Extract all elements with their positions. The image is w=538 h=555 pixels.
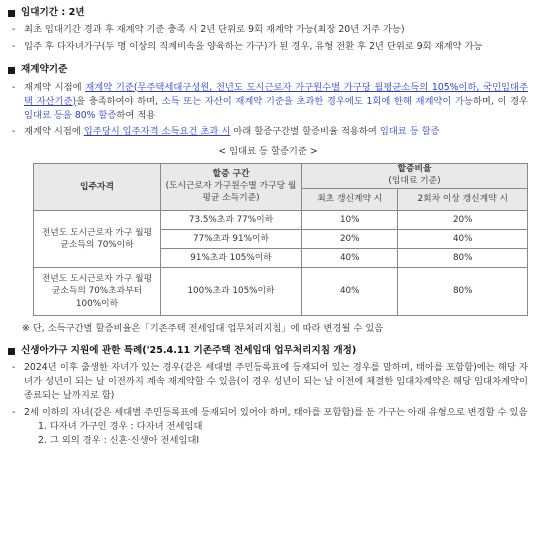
surcharge-80-text: 임대료 등을 80% 할증	[24, 109, 117, 121]
col-rate: 할증비율 (임대료 기준)	[302, 164, 528, 189]
col-range: 할증 구간 (도시근로자 가구원수별 가구당 월평균 소득기준)	[161, 164, 302, 211]
table-row: 전년도 도시근로자 가구 월평균소득의 70%이하 73.5%초과 77%이하 10% 20%	[34, 211, 528, 230]
col-second-renewal: 2회차 이상 갱신계약 시	[398, 189, 528, 211]
square-bullet-icon	[8, 67, 15, 74]
rent-surcharge-text: 임대료 등 할증	[379, 126, 440, 138]
list-item: - 재계약 시점에 입주당시 입주자격 소득요건 초과 시 아래 할증구간별 할증비율 적용하여 임대료 등 할증	[12, 126, 440, 138]
list-item: - 2024년 이후 출생한 자녀가 있는 경우(같은 세대별 주민등록표에 등재되어 있는 경우를 말하며, 태아를 포함함)에는 해당 자녀가 성년이 되는 날 이전까지 계속 재계약할 수 있음(이 경우 성년이 되는 날 이전에 체결한 임대차계약은 해당 임대차계약이 종료되는 날까지로 함)	[12, 362, 528, 402]
numbered-item: 2. 그 외의 경우 : 신혼·신생아 전세임대Ⅰ	[38, 435, 200, 447]
table-row: 전년도 도시근로자 가구 월평균소득의 70%초과부터 100%이하 100%초과 105%이하 40% 80%	[34, 268, 528, 316]
square-bullet-icon	[8, 10, 15, 17]
list-item: - 재계약 시점에 재계약 기준(무주택세대구성원, 전년도 도시근로자 가구원수별 가구당 월평균소득의 105%이하, 국민임대주택 자산기준)을 충족하여야 하며, 소득 또는 자산이 재계약 기준을 초과한 경우에도 1회에 한해 재계약이 가능하며, 이 경우 임대료 등을 80% 할증하여 적용	[12, 81, 529, 121]
section-title-lease-period: 임대기간 : 2년	[8, 6, 528, 20]
table-row: 91%초과 105%이하 40% 80%	[34, 249, 528, 268]
col-first-renewal: 최초 갱신계약 시	[302, 189, 398, 211]
table-caption: < 임대료 등 할증기준 >	[218, 146, 318, 158]
list-item: - 최초 임대기간 경과 후 재계약 기준 충족 시 2년 단위로 9회 재계약 가능(최장 20년 거주 가능)	[12, 24, 405, 36]
table-note: ※ 단, 소득구간별 할증비율은「기존주택 전세임대 업무처리지침」에 따라 변경될 수 있음	[22, 323, 384, 335]
col-qualification: 입주자격	[34, 164, 161, 211]
exception-text: 소득 또는 자산이 재계약 기준을 초과한 경우에도 1회에 한해 재계약이 가능	[161, 95, 473, 107]
list-item: - 2세 이하의 자녀(같은 세대별 주민등록표에 등재되어 있어야 하며, 태아를 포함함)를 둔 가구는 아래 유형으로 변경할 수 있음	[12, 407, 528, 419]
group2-cell: 전년도 도시근로자 가구 월평균소득의 70%초과부터 100%이하	[34, 268, 161, 316]
surcharge-table	[33, 163, 528, 316]
group1-cell: 전년도 도시근로자 가구 월평균소득의 70%이하	[34, 211, 161, 268]
renewal-criteria-link: 재계약 기준(무주택세대구성원, 전년도 도시근로자 가구원수별 가구당 월평균소득의 105%이하, 국민임대주택 자산기준)	[24, 81, 529, 107]
numbered-item: 1. 다자녀 가구인 경우 : 다자녀 전세임대	[38, 421, 203, 433]
list-item: - 입주 후 다자녀가구(두 명 이상의 직계비속을 양육하는 가구)가 된 경우, 유형 전환 후 2년 단위로 9회 재계약 가능	[12, 41, 483, 53]
section-title-newborn-special: 신생아가구 지원에 관한 특례('25.4.11 기존주택 전세임대 업무처리지침 개정)	[8, 344, 528, 358]
table-row: 77%초과 91%이하 20% 40%	[34, 230, 528, 249]
income-exceed-link: 입주당시 입주자격 소득요건 초과 시	[83, 126, 231, 138]
square-bullet-icon	[8, 348, 15, 355]
section-title-renewal-criteria: 재계약기준	[8, 63, 528, 77]
